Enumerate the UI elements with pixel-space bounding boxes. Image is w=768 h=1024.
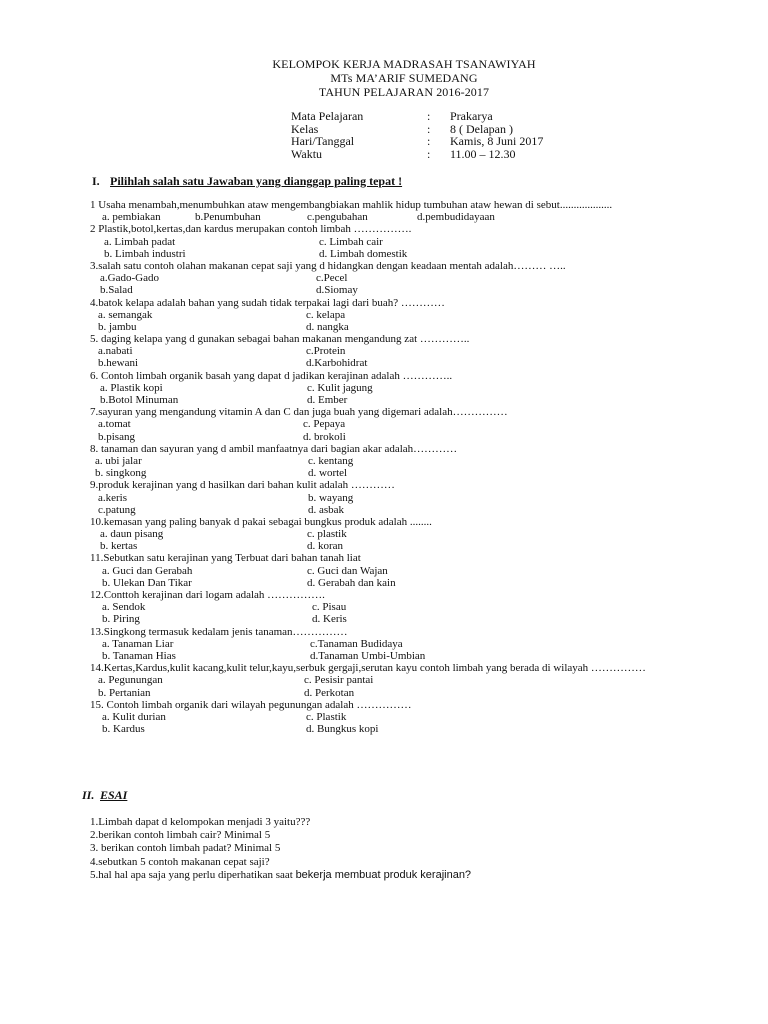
option-row [0, 528, 768, 540]
question-text: 6. Contoh limbah organik basah yang dapat d jadikan kerajinan adalah ………….. [90, 369, 453, 382]
question-text-line [0, 223, 768, 235]
question-text: 10.kemasan yang paling banyak d pakai sebagai bungkus produk adalah ........ [90, 515, 432, 528]
info-value: 11.00 – 12.30 [450, 146, 516, 161]
option-row [0, 236, 768, 248]
option-row [0, 723, 768, 735]
question-text: 13.Singkong termasuk kedalam jenis tanaman…………… [90, 625, 348, 638]
answer-option[interactable]: b. Kardus [102, 723, 145, 736]
answer-option[interactable]: c.Tanaman Budidaya [310, 637, 403, 650]
answer-option[interactable]: b. Tanaman Hias [102, 649, 176, 662]
exam-header [0, 57, 768, 99]
option-row [0, 540, 768, 552]
option-row [0, 394, 768, 406]
question-text-line [0, 662, 768, 674]
answer-option[interactable]: c. kentang [308, 454, 354, 467]
info-label: Hari/Tanggal [291, 134, 355, 148]
answer-option[interactable]: d. koran [307, 540, 344, 553]
answer-option[interactable]: a.tomat [98, 418, 131, 431]
answer-option[interactable]: d.Karbohidrat [306, 357, 368, 370]
answer-option[interactable]: b. Ulekan Dan Tikar [102, 576, 192, 589]
question-text: 3.salah satu contoh olahan makanan cepat saji yang d hidangkan dengan keadaan mentah adalah……… ….. [90, 259, 566, 272]
question-text-line [0, 699, 768, 711]
option-row [0, 455, 768, 467]
question-text: 15. Contoh limbah organik dari wilayah pegunungan adalah …………… [90, 698, 412, 711]
header-line-1: KELOMPOK KERJA MADRASAH TSANAWIYAH [272, 57, 536, 71]
option-row [0, 272, 768, 284]
answer-option[interactable]: b.Penumbuhan [195, 211, 261, 224]
answer-option[interactable]: a. Plastik kopi [100, 381, 163, 394]
answer-option[interactable]: d. Keris [312, 613, 347, 626]
option-row [0, 321, 768, 333]
essay-list [90, 816, 471, 882]
answer-option[interactable]: b.Botol Minuman [100, 394, 179, 406]
answer-option[interactable]: c.patung [98, 503, 136, 516]
essay-question [90, 869, 471, 882]
essay-question [90, 816, 471, 829]
question-text-line [0, 370, 768, 382]
question-text-line [0, 626, 768, 638]
answer-option[interactable]: a.Gado-Gado [100, 272, 159, 285]
answer-option[interactable]: a. semangak [98, 308, 153, 321]
question-text-line [0, 199, 768, 211]
answer-option[interactable]: b. Pertanian [98, 686, 151, 699]
option-row [0, 504, 768, 516]
option-row [0, 418, 768, 430]
section-1-heading [92, 174, 402, 189]
answer-option[interactable]: c.Pecel [316, 272, 348, 285]
question-text-line [0, 333, 768, 345]
answer-option[interactable]: d.pembudidayaan [417, 211, 495, 224]
info-label: Waktu [291, 146, 323, 161]
option-row [0, 211, 768, 223]
essay-question [90, 856, 471, 869]
option-row [0, 309, 768, 321]
info-value: Kamis, 8 Juni 2017 [450, 134, 544, 148]
option-row [0, 577, 768, 589]
info-colon: : [427, 121, 431, 136]
question-text: 4.batok kelapa adalah bahan yang sudah tidak terpakai lagi dari buah? ………… [90, 296, 445, 309]
answer-option[interactable]: d. nangka [306, 320, 349, 333]
question-text: 14.Kertas,Kardus,kulit kacang,kulit telur,kayu,serbuk gergaji,serutan kayu contoh limbah yang berada di wilayah …………… [90, 662, 646, 675]
info-label: Mata Pelajaran [291, 109, 364, 123]
option-row [0, 467, 768, 479]
answer-option[interactable]: d.Siomay [316, 284, 358, 297]
answer-option[interactable]: a. Tanaman Liar [102, 637, 174, 650]
question-text-line [0, 260, 768, 272]
answer-option[interactable]: a.nabati [98, 345, 133, 358]
section-2-heading [82, 788, 127, 803]
answer-option[interactable]: a. daun pisang [100, 528, 164, 541]
question-text: 11.Sebutkan satu kerajinan yang Terbuat dari bahan tanah liat [90, 552, 361, 565]
essay-text: 3. berikan contoh limbah padat? Minimal 5 [90, 842, 281, 855]
answer-option[interactable]: c. Plastik [306, 710, 347, 723]
option-row [0, 565, 768, 577]
info-value: Prakarya [450, 109, 493, 123]
answer-option[interactable]: d. brokoli [303, 430, 346, 443]
answer-option[interactable]: c. Pesisir pantai [304, 674, 374, 687]
essay-text: 4.sebutkan 5 contoh makanan cepat saji? [90, 855, 270, 868]
option-row [0, 248, 768, 260]
section-title: Pilihlah salah satu Jawaban yang dianggap paling tepat ! [110, 174, 403, 188]
multiple-choice-list [0, 199, 768, 735]
answer-option[interactable]: a.keris [98, 491, 128, 504]
answer-option[interactable]: b. Piring [102, 613, 140, 626]
question-text: 8. tanaman dan sayuran yang d ambil manfaatnya dari bagian akar adalah………… [90, 442, 458, 455]
option-row [0, 674, 768, 686]
answer-option[interactable]: a. Pegunungan [98, 674, 163, 687]
question-text-line [0, 589, 768, 601]
answer-option[interactable]: b. Limbah industri [104, 247, 186, 260]
answer-option[interactable]: c. Limbah cair [319, 235, 383, 248]
answer-option[interactable]: c. Pisau [312, 601, 347, 614]
essay-question [90, 842, 471, 855]
answer-option[interactable]: b.Salad [100, 284, 133, 297]
answer-option[interactable]: d. Gerabah dan kain [307, 576, 396, 589]
answer-option[interactable]: d. wortel [308, 467, 348, 480]
option-row [0, 284, 768, 296]
answer-option[interactable]: d. Ember [307, 394, 348, 406]
answer-option[interactable]: c.Protein [306, 345, 346, 358]
info-colon: : [427, 109, 431, 123]
option-row [0, 601, 768, 613]
option-row [0, 345, 768, 357]
question-text-line [0, 516, 768, 528]
header-line-3: TAHUN PELAJARAN 2016-2017 [318, 85, 490, 99]
answer-option[interactable]: c. Kulit jagung [307, 381, 373, 394]
question-text: 2 Plastik,botol,kertas,dan kardus merupakan contoh limbah ……………. [90, 223, 412, 236]
question-text: 12.Conttoh kerajinan dari logam adalah ……………. [90, 589, 325, 601]
option-row [0, 431, 768, 443]
essay-text: 2.berikan contoh limbah cair? Minimal 5 [90, 829, 271, 842]
section-number: I. [92, 174, 100, 188]
answer-option[interactable]: a. pembiakan [102, 211, 161, 224]
essay-text-tail: bekerja membuat produk kerajinan? [295, 868, 472, 881]
info-colon: : [427, 146, 431, 161]
answer-option[interactable]: b.pisang [98, 430, 135, 443]
question-text-line [0, 552, 768, 564]
option-row [0, 711, 768, 723]
question-text: 1 Usaha menambah,menumbuhkan ataw mengembangbiakan mahlik hidup tumbuhan ataw hewan di sebut................... [90, 199, 613, 211]
answer-option[interactable]: a. Kulit durian [102, 710, 166, 723]
essay-text: 5.hal hal apa saja yang perlu diperhatikan saat [90, 868, 296, 881]
question-text: 7.sayuran yang mengandung vitamin A dan C dan juga buah yang digemari adalah…………… [90, 406, 508, 419]
answer-option[interactable]: b.hewani [98, 357, 139, 370]
question-text: 5. daging kelapa yang d gunakan sebagai bahan makanan mengandung zat ………….. [90, 333, 470, 346]
option-row [0, 638, 768, 650]
essay-text: 1.Limbah dapat d kelompokan menjadi 3 yaitu??? [90, 816, 311, 828]
info-value: 8 ( Delapan ) [450, 121, 513, 136]
question-text-line [0, 406, 768, 418]
question-text-line [0, 297, 768, 309]
answer-option[interactable]: c. Pepaya [303, 418, 346, 431]
answer-option[interactable]: a. ubi jalar [95, 454, 142, 467]
answer-option[interactable]: a. Limbah padat [104, 235, 176, 248]
answer-option[interactable]: b. wayang [308, 491, 354, 504]
header-line-2: MTs MA’ARIF SUMEDANG [330, 71, 478, 85]
question-text-line [0, 479, 768, 491]
answer-option[interactable]: b. jambu [98, 320, 137, 333]
answer-option[interactable]: d. asbak [308, 503, 345, 516]
option-row [0, 357, 768, 369]
option-row [0, 382, 768, 394]
answer-option[interactable]: d. Limbah domestik [319, 247, 408, 260]
answer-option[interactable]: b. singkong [95, 467, 147, 480]
option-row [0, 613, 768, 625]
option-row [0, 650, 768, 662]
info-colon: : [427, 134, 431, 148]
answer-option[interactable]: c. kelapa [306, 308, 346, 321]
answer-option[interactable]: a. Guci dan Gerabah [102, 564, 193, 577]
question-text: 9.produk kerajinan yang d hasilkan dari bahan kulit adalah ………… [90, 479, 395, 492]
answer-option[interactable]: a. Sendok [102, 601, 146, 614]
essay-question [90, 829, 471, 842]
option-row [0, 492, 768, 504]
answer-option[interactable]: c. plastik [307, 528, 347, 541]
info-label: Kelas [291, 121, 319, 136]
answer-option[interactable]: b. kertas [100, 540, 138, 553]
question-text-line [0, 443, 768, 455]
answer-option[interactable]: d. Perkotan [304, 686, 355, 699]
section-title: ESAI [100, 788, 128, 802]
section-number: II. [82, 788, 95, 802]
answer-option[interactable]: d.Tanaman Umbi-Umbian [310, 649, 426, 662]
option-row [0, 687, 768, 699]
answer-option[interactable]: c. Guci dan Wajan [307, 564, 388, 577]
answer-option[interactable]: d. Bungkus kopi [306, 723, 379, 736]
answer-option[interactable]: c.pengubahan [307, 211, 368, 224]
